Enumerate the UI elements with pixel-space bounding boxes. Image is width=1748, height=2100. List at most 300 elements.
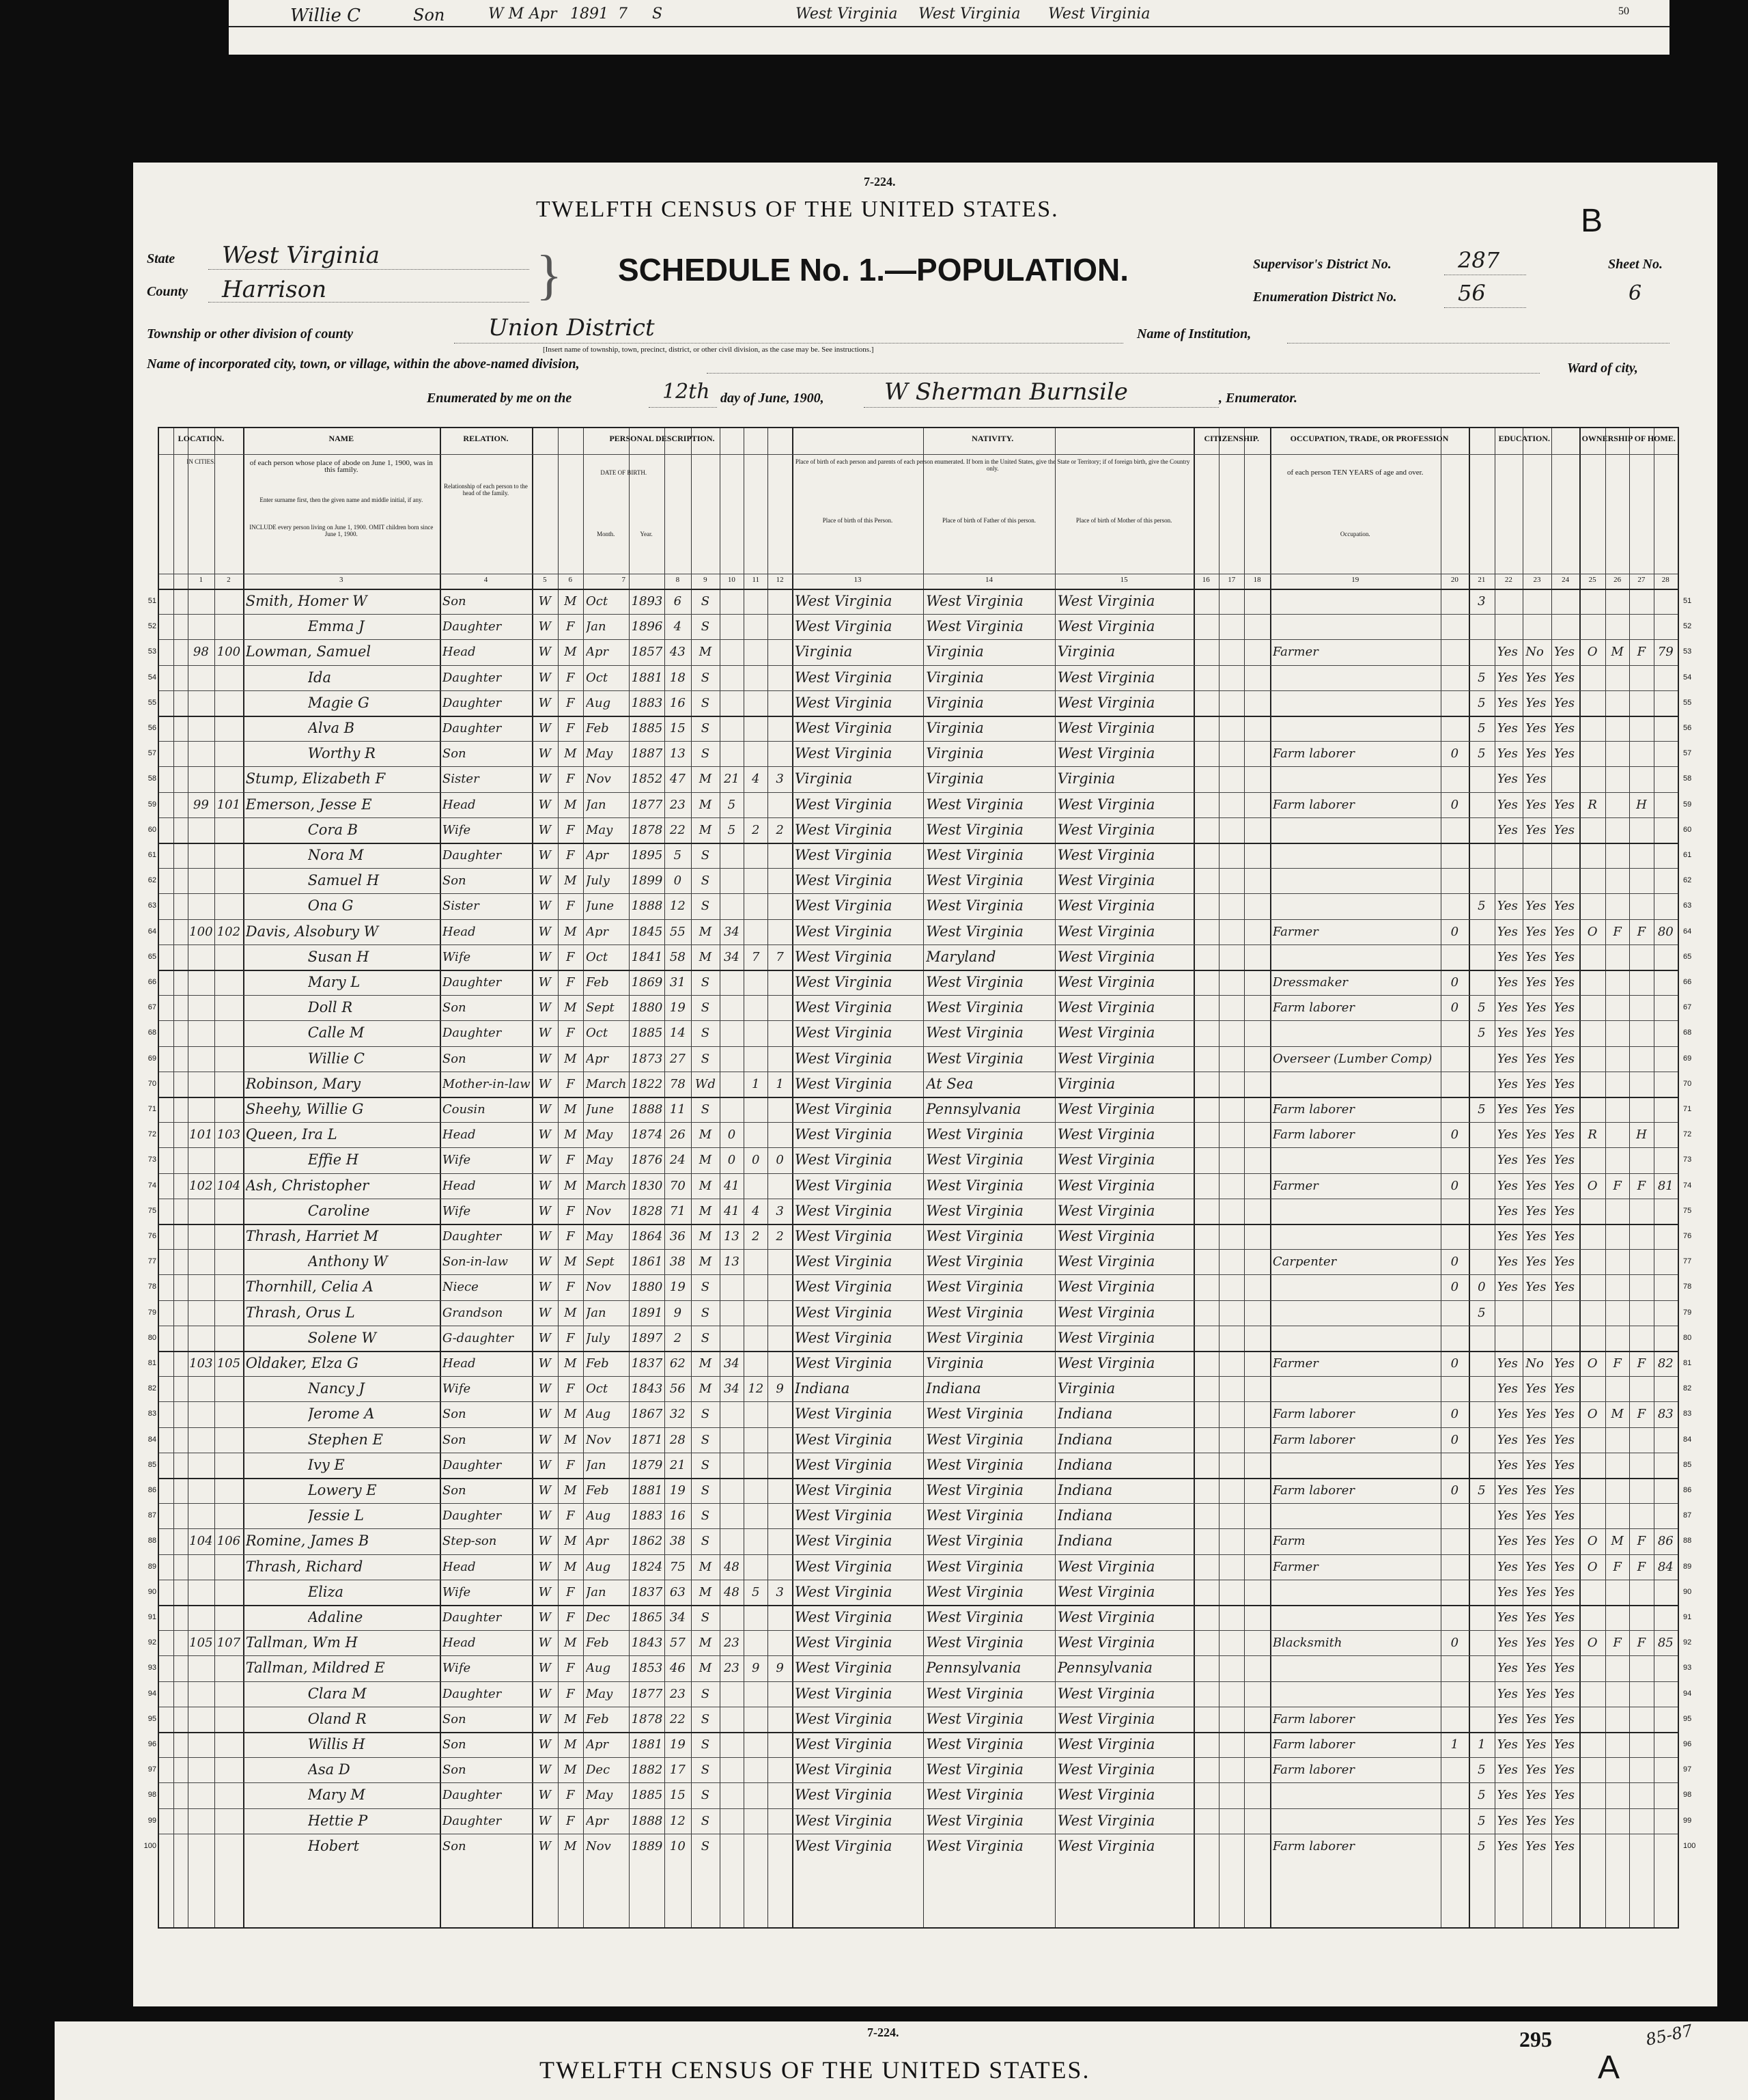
cell-bp: West Virginia — [794, 1278, 892, 1296]
cell-fh: F — [1637, 1407, 1646, 1422]
cell-ms: S — [701, 1000, 710, 1016]
cell-sex: M — [564, 1559, 577, 1574]
cell-mo: Aug — [586, 1559, 611, 1574]
cell-occ: Dressmaker — [1272, 975, 1349, 990]
cell-name: Magie G — [307, 694, 369, 711]
cell-col: W — [538, 1128, 552, 1143]
row-number: 96 — [147, 1740, 156, 1748]
cell-bf: Virginia — [926, 770, 984, 787]
cell-en: Yes — [1553, 1509, 1575, 1524]
cell-bf: West Virginia — [926, 1812, 1024, 1829]
sheet-label: Sheet No. — [1608, 257, 1663, 272]
cell-name: Adaline — [307, 1609, 363, 1625]
column-number: 23 — [1533, 576, 1541, 584]
cell-bp: West Virginia — [794, 618, 892, 635]
column-number: 25 — [1588, 576, 1596, 584]
cell-col: W — [538, 1661, 552, 1676]
column-number: 15 — [1120, 576, 1128, 584]
cell-name: Smith, Homer W — [245, 593, 367, 609]
cell-myr: 5 — [727, 822, 736, 837]
cell-mn: 0 — [1450, 1000, 1459, 1016]
cell-age: 6 — [673, 594, 682, 608]
cell-dw: 99 — [193, 797, 209, 812]
cell-yr: 1885 — [631, 1026, 663, 1041]
cell-sched: 80 — [1657, 924, 1674, 939]
cell-yr: 1881 — [631, 670, 663, 685]
cell-name: Oldaker, Elza G — [245, 1355, 358, 1371]
cell-bp: West Virginia — [794, 872, 892, 889]
cell-ms: M — [699, 1382, 712, 1397]
cell-name: Jerome A — [307, 1405, 375, 1423]
row-number-right: 83 — [1683, 1410, 1692, 1418]
cell-age: 32 — [669, 1407, 686, 1422]
cell-occ: Farm laborer — [1272, 1102, 1355, 1117]
group-education: EDUCATION. — [1498, 434, 1551, 443]
row-number: 90 — [147, 1587, 156, 1596]
enum-mid: day of June, 1900, — [720, 391, 824, 406]
cell-name: Worthy R — [307, 745, 376, 762]
table-row — [159, 843, 1678, 868]
cell-en: Yes — [1553, 1711, 1575, 1726]
cell-mo: June — [586, 1102, 615, 1117]
cell-wr: Yes — [1525, 1229, 1547, 1244]
cell-en: Yes — [1553, 1280, 1575, 1295]
cell-sex: F — [566, 619, 575, 634]
cell-bm: Virginia — [1057, 1075, 1116, 1092]
cell-bp: West Virginia — [794, 847, 892, 863]
cell-free: F — [1613, 924, 1622, 939]
cell-bm: West Virginia — [1057, 618, 1155, 635]
cell-wr: Yes — [1525, 1178, 1547, 1193]
cell-yr: 1881 — [631, 1737, 663, 1752]
cell-bp: West Virginia — [794, 1431, 892, 1448]
cell-col: W — [538, 645, 552, 660]
cell-col: W — [538, 1330, 552, 1345]
cell-sex: M — [564, 1255, 577, 1270]
cell-own: R — [1588, 1128, 1597, 1143]
cell-bm: West Virginia — [1057, 1228, 1155, 1244]
cell-wr: Yes — [1525, 1636, 1547, 1651]
cell-wr: Yes — [1525, 1255, 1547, 1270]
cell-dw: 101 — [189, 1128, 213, 1143]
cell-col: W — [538, 1737, 552, 1752]
cell-bp: West Virginia — [794, 1126, 892, 1143]
table-row — [159, 1478, 1678, 1503]
cell-bp: West Virginia — [794, 1609, 892, 1625]
cell-age: 70 — [669, 1178, 686, 1193]
name-include-note: INCLUDE every person living on June 1, 1900. OMIT children born since June 1, 1900. — [249, 524, 434, 537]
cell-age: 36 — [669, 1229, 686, 1244]
cell-mo: Aug — [586, 1407, 611, 1422]
cell-occ: Farm laborer — [1272, 1128, 1355, 1143]
table-row — [159, 1834, 1678, 1859]
row-number-right: 67 — [1683, 1003, 1692, 1012]
cell-en: Yes — [1553, 1457, 1575, 1472]
row-number-right: 70 — [1683, 1079, 1692, 1088]
cell-bm: West Virginia — [1057, 1101, 1155, 1117]
strip-line-number: 50 — [1618, 5, 1629, 17]
cell-col: W — [538, 1229, 552, 1244]
row-number: 60 — [147, 825, 156, 834]
cell-en: Yes — [1553, 1610, 1575, 1625]
cell-rd: Yes — [1497, 975, 1518, 990]
cell-bp: West Virginia — [794, 1024, 892, 1041]
cell-en: Yes — [1553, 822, 1575, 837]
cell-rel: Son — [442, 1432, 466, 1447]
cell-mo: Feb — [586, 1711, 609, 1726]
cell-ms: S — [701, 1838, 710, 1853]
cell-bm: Virginia — [1057, 1380, 1116, 1397]
cell-rel: Daughter — [442, 1610, 502, 1625]
group-personal: PERSONAL DESCRIPTION. — [609, 434, 715, 443]
row-number: 82 — [147, 1384, 156, 1393]
cell-sch: 5 — [1478, 1000, 1486, 1016]
cell-mo: Feb — [586, 1636, 609, 1651]
group-relation: RELATION. — [463, 434, 509, 443]
cell-col: W — [538, 695, 552, 710]
row-number: 56 — [147, 724, 156, 732]
cell-occ: Farmer — [1272, 924, 1319, 939]
cell-bp: West Virginia — [794, 1583, 892, 1600]
name-instructions: Enter surname first, then the given name and middle initial, if any. — [259, 496, 423, 503]
cell-sex: F — [566, 670, 575, 685]
table-row — [159, 589, 1678, 614]
table-row — [159, 1173, 1678, 1199]
cell-wr: Yes — [1525, 1534, 1547, 1549]
cell-yr: 1878 — [631, 822, 663, 837]
cell-col: W — [538, 670, 552, 685]
column-number: 18 — [1253, 576, 1261, 584]
cell-dw: 103 — [189, 1356, 213, 1371]
cell-age: 16 — [669, 695, 686, 710]
cell-en: Yes — [1553, 899, 1575, 914]
cell-rel: Wife — [442, 949, 471, 964]
cell-en: Yes — [1553, 1356, 1575, 1371]
cell-rd: Yes — [1497, 1584, 1518, 1599]
row-number-right: 69 — [1683, 1054, 1692, 1063]
cell-age: 71 — [669, 1203, 686, 1218]
cell-wr: Yes — [1525, 1610, 1547, 1625]
cell-rel: Head — [442, 1636, 476, 1651]
table-row — [159, 868, 1678, 893]
column-number: 17 — [1228, 576, 1236, 584]
strip-year: 1891 — [570, 5, 608, 23]
table-row — [159, 1072, 1678, 1097]
cell-free: F — [1613, 1178, 1622, 1193]
cell-mo: Oct — [586, 670, 608, 685]
cell-bm: West Virginia — [1057, 923, 1155, 940]
cell-wr: Yes — [1525, 772, 1547, 787]
cell-bm: West Virginia — [1057, 1202, 1155, 1219]
cell-myr: 23 — [723, 1636, 739, 1651]
cell-chb: 7 — [752, 949, 760, 964]
cell-bm: West Virginia — [1057, 999, 1155, 1016]
cell-yr: 1867 — [631, 1407, 663, 1422]
cell-fh: H — [1636, 1128, 1647, 1143]
cell-age: 13 — [669, 746, 686, 761]
cell-wr: Yes — [1525, 949, 1547, 964]
cell-rel: Son — [442, 1407, 466, 1422]
cell-en: Yes — [1553, 949, 1575, 964]
row-number-right: 53 — [1683, 647, 1692, 656]
cell-col: W — [538, 822, 552, 837]
cell-rel: Head — [442, 645, 476, 660]
table-row — [159, 817, 1678, 843]
table-row — [159, 1097, 1678, 1122]
cell-bm: West Virginia — [1057, 897, 1155, 914]
cell-dw: 105 — [189, 1636, 213, 1651]
cell-dw: 98 — [193, 645, 209, 660]
cell-bp: West Virginia — [794, 1405, 892, 1423]
cell-yr: 1883 — [631, 695, 663, 710]
row-number-right: 96 — [1683, 1740, 1692, 1748]
cell-mo: May — [586, 1229, 613, 1244]
cell-mn: 0 — [1450, 1280, 1459, 1295]
cell-col: W — [538, 1788, 552, 1803]
cell-yr: 1841 — [631, 949, 663, 964]
cell-mn: 0 — [1450, 1356, 1459, 1371]
cell-ms: S — [701, 695, 710, 710]
row-number-right: 77 — [1683, 1257, 1692, 1266]
cell-age: 0 — [673, 873, 682, 888]
cell-yr: 1864 — [631, 1229, 663, 1244]
cell-rel: Son — [442, 746, 466, 761]
strip-birth-person: West Virginia — [795, 5, 898, 23]
cell-bf: West Virginia — [926, 999, 1024, 1016]
cell-rel: G-daughter — [442, 1330, 514, 1345]
cell-age: 19 — [669, 1000, 686, 1016]
cell-ms: S — [701, 873, 710, 888]
cell-mo: Aug — [586, 1661, 611, 1676]
cell-en: Yes — [1553, 1026, 1575, 1041]
cell-mo: Oct — [586, 1382, 608, 1397]
cell-rel: Daughter — [442, 975, 502, 990]
cell-rel: Son — [442, 594, 466, 608]
cell-sch: 5 — [1478, 1813, 1486, 1828]
cell-sex: F — [566, 1813, 575, 1828]
row-number: 81 — [147, 1359, 156, 1367]
cell-mo: Aug — [586, 695, 611, 710]
cell-en: Yes — [1553, 1559, 1575, 1574]
cell-bf: Virginia — [926, 1355, 984, 1371]
cell-rd: Yes — [1497, 1255, 1518, 1270]
row-number: 70 — [147, 1079, 156, 1088]
cell-bp: West Virginia — [794, 1228, 892, 1244]
cell-col: W — [538, 619, 552, 634]
cell-sex: M — [564, 1763, 577, 1778]
cell-name: Ona G — [307, 897, 354, 914]
cell-wr: Yes — [1525, 1128, 1547, 1143]
cell-rel: Sister — [442, 772, 479, 787]
cell-en: Yes — [1553, 1432, 1575, 1447]
cell-wr: Yes — [1525, 975, 1547, 990]
cell-age: 34 — [669, 1610, 686, 1625]
row-number: 100 — [143, 1841, 156, 1850]
cell-bf: Virginia — [926, 669, 984, 686]
cell-yr: 1899 — [631, 873, 663, 888]
cell-bf: West Virginia — [926, 1482, 1024, 1498]
cell-chb: 1 — [752, 1076, 760, 1091]
cell-bp: West Virginia — [794, 948, 892, 965]
cell-mo: Nov — [586, 1838, 611, 1853]
cell-mo: Apr — [586, 924, 609, 939]
row-number-right: 82 — [1683, 1384, 1692, 1393]
row-number-right: 81 — [1683, 1359, 1692, 1367]
cell-mo: Oct — [586, 949, 608, 964]
cell-col: W — [538, 772, 552, 787]
table-row — [159, 1122, 1678, 1147]
cell-rd: Yes — [1497, 1534, 1518, 1549]
cell-free: F — [1613, 1559, 1622, 1574]
cell-name: Thrash, Richard — [245, 1558, 363, 1575]
cell-own: O — [1587, 1178, 1598, 1193]
cell-age: 9 — [673, 1305, 682, 1320]
cell-en: Yes — [1553, 1534, 1575, 1549]
row-number: 74 — [147, 1181, 156, 1190]
cell-rd: Yes — [1497, 1711, 1518, 1726]
cell-age: 26 — [669, 1128, 686, 1143]
cell-sex: M — [564, 1305, 577, 1320]
cell-age: 63 — [669, 1584, 686, 1599]
cell-en: Yes — [1553, 1838, 1575, 1853]
cell-wr: No — [1525, 1356, 1544, 1371]
cell-fam: 101 — [216, 797, 241, 812]
cell-bp: West Virginia — [794, 1532, 892, 1550]
cell-rd: Yes — [1497, 1813, 1518, 1828]
cell-mo: Jan — [586, 1305, 606, 1320]
cell-mo: Dec — [586, 1610, 610, 1625]
column-number: 2 — [227, 576, 231, 584]
row-number: 94 — [147, 1689, 156, 1698]
cell-bf: West Virginia — [926, 847, 1024, 863]
cell-col: W — [538, 1153, 552, 1168]
cell-col: W — [538, 924, 552, 939]
row-number-right: 61 — [1683, 851, 1692, 859]
cell-col: W — [538, 1813, 552, 1828]
supervisor-value: 287 — [1458, 247, 1500, 273]
cell-en: Yes — [1553, 721, 1575, 736]
cell-occ: Farmer — [1272, 645, 1319, 660]
cell-rel: Head — [442, 1178, 476, 1193]
cell-ms: M — [699, 1229, 712, 1244]
cell-ms: S — [701, 1813, 710, 1828]
cell-rel: Wife — [442, 1382, 471, 1397]
cell-fam: 104 — [216, 1178, 241, 1193]
cell-bm: Indiana — [1057, 1482, 1113, 1498]
cell-col: W — [538, 1280, 552, 1295]
column-number: 24 — [1562, 576, 1570, 584]
cell-ms: S — [701, 1407, 710, 1422]
cell-yr: 1888 — [631, 1813, 663, 1828]
cell-sched: 85 — [1657, 1636, 1674, 1651]
cell-bf: West Virginia — [926, 974, 1024, 990]
cell-bp: West Virginia — [794, 1761, 892, 1778]
cell-sex: M — [564, 1407, 577, 1422]
cell-bm: Virginia — [1057, 643, 1116, 660]
row-number-right: 72 — [1683, 1130, 1692, 1139]
cell-wr: Yes — [1525, 1102, 1547, 1117]
cell-col: W — [538, 1457, 552, 1472]
cell-en: Yes — [1553, 1584, 1575, 1599]
cell-fh: F — [1637, 1559, 1646, 1574]
cell-yr: 1881 — [631, 1483, 663, 1498]
cell-bf: West Virginia — [926, 1329, 1024, 1346]
cell-age: 24 — [669, 1153, 686, 1168]
cell-occ: Farm laborer — [1272, 1000, 1355, 1016]
cell-sch: 5 — [1478, 721, 1486, 736]
relation-description: Relationship of each person to the head of the family. — [444, 483, 528, 496]
cell-age: 11 — [669, 1102, 686, 1117]
cell-name: Willie C — [307, 1050, 365, 1067]
row-number: 72 — [147, 1130, 156, 1139]
cell-col: W — [538, 1076, 552, 1091]
row-number: 89 — [147, 1562, 156, 1571]
cell-rd: Yes — [1497, 1432, 1518, 1447]
cell-name: Stump, Elizabeth F — [245, 770, 386, 787]
row-number-right: 66 — [1683, 978, 1692, 986]
cell-bp: West Virginia — [794, 796, 892, 813]
cell-bf: West Virginia — [926, 1634, 1024, 1651]
cell-bp: West Virginia — [794, 1507, 892, 1524]
cell-col: W — [538, 721, 552, 736]
table-row — [159, 1580, 1678, 1605]
cell-ms: S — [701, 1432, 710, 1447]
cell-bp: West Virginia — [794, 974, 892, 990]
row-number-right: 73 — [1683, 1156, 1692, 1164]
cell-ms: M — [699, 1356, 712, 1371]
cell-mo: Aug — [586, 1509, 611, 1524]
cell-mo: Dec — [586, 1763, 610, 1778]
cell-en: Yes — [1553, 1203, 1575, 1218]
cell-bf: West Virginia — [926, 1710, 1024, 1727]
ward-label: Ward of city, — [1567, 361, 1638, 376]
cell-bm: West Virginia — [1057, 745, 1155, 762]
cell-yr: 1885 — [631, 721, 663, 736]
cell-name: Lowman, Samuel — [245, 643, 371, 660]
cell-sex: M — [564, 1000, 577, 1016]
row-number: 98 — [147, 1791, 156, 1800]
sheet-value: 6 — [1629, 281, 1642, 305]
cell-wr: Yes — [1525, 1813, 1547, 1828]
cell-wr: Yes — [1525, 1407, 1547, 1422]
cell-occ: Farm laborer — [1272, 1838, 1355, 1853]
cell-dw: 100 — [189, 924, 213, 939]
cell-sex: M — [564, 1432, 577, 1447]
cell-yr: 1879 — [631, 1457, 663, 1472]
cell-bp: Virginia — [794, 770, 853, 787]
cell-sex: M — [564, 1636, 577, 1651]
row-number: 88 — [147, 1537, 156, 1545]
cell-en: Yes — [1553, 645, 1575, 660]
cell-bm: West Virginia — [1057, 1812, 1155, 1829]
cell-wr: Yes — [1525, 1483, 1547, 1498]
cell-bf: West Virginia — [926, 1151, 1024, 1168]
cell-age: 21 — [669, 1457, 686, 1472]
cell-mn: 0 — [1450, 797, 1459, 812]
row-number-right: 62 — [1683, 876, 1692, 885]
cell-free: F — [1613, 1356, 1622, 1371]
cell-age: 17 — [669, 1763, 686, 1778]
cell-myr: 5 — [727, 797, 736, 812]
cell-free: M — [1611, 1534, 1624, 1549]
cell-chb: 4 — [752, 1203, 760, 1218]
cell-ms: S — [701, 594, 710, 608]
row-number: 78 — [147, 1283, 156, 1291]
cell-wr: Yes — [1525, 1076, 1547, 1091]
row-number: 54 — [147, 673, 156, 682]
row-number: 61 — [147, 851, 156, 859]
row-number-right: 90 — [1683, 1587, 1692, 1596]
